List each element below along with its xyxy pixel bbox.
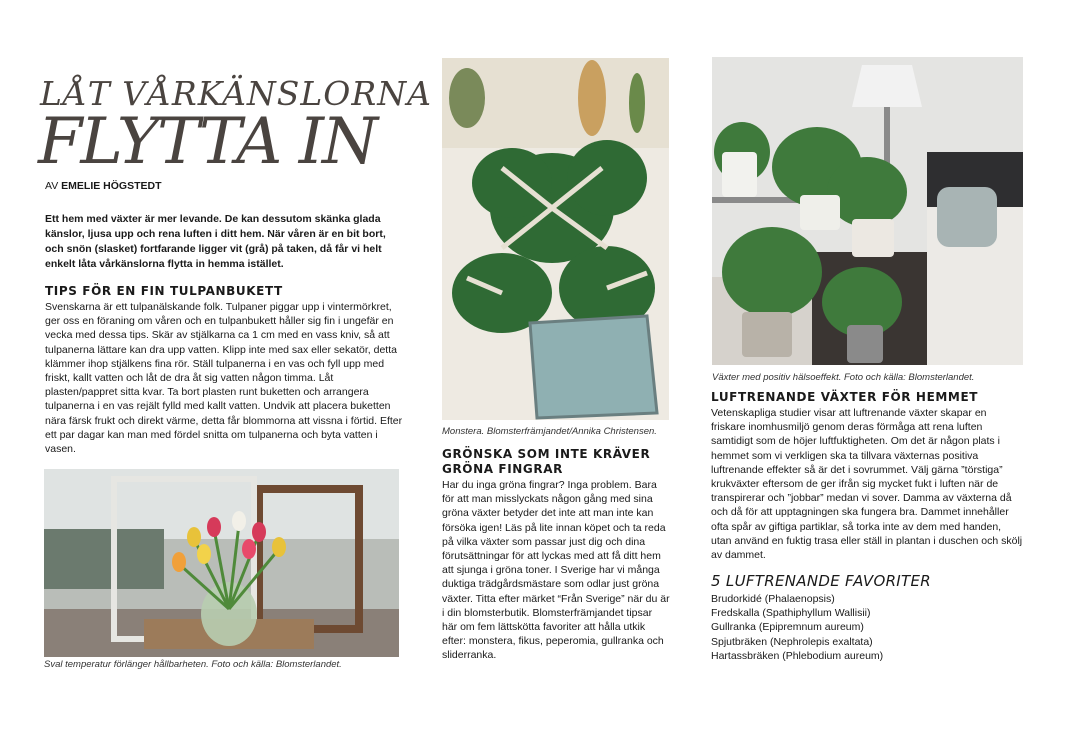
favorite-item: Gullranka (Epipremnum aureum)	[711, 621, 864, 634]
favorite-item: Hartassbräken (Phlebodium aureum)	[711, 649, 884, 662]
tulip-heading: TIPS FÖR EN FIN TULPANBUKETT	[45, 284, 283, 298]
favorites-section	[711, 572, 1023, 663]
monstera-body: Har du inga gröna fingrar? Inga problem. Bara för att man misslyckats någon gång med sina gröna växter betyder det inte att man inte kan försöka igen! Läs på lite innan köpet och ta reda på vilka växter som passar just dig och dina förutsättningar för att lyckas med att få ditt hem att sjunga i gröna toner. I Sverige har vi många duktiga trädgårdsmästare som odlar just gröna växter. Titta efter märket “Från Sverige” när du är i din blomsterbutik. Blomsterfrämjandet tipsar här om fem lättskötta favoriter att hålla utkik efter: monstera, fikus, peperomia, gullranka och sliderranka.	[442, 479, 670, 662]
air-plants-photo-image	[712, 57, 1023, 365]
monstera-section	[442, 447, 670, 663]
air-plants-photo	[712, 57, 1023, 365]
favorites-heading: 5 LUFTRENANDE FAVORITER	[711, 572, 931, 590]
favorite-item: Fredskalla (Spathiphyllum Wallisii)	[711, 607, 871, 620]
lead-paragraph: Ett hem med växter är mer levande. De kan dessutom skänka glada känslor, ljusa upp och rena luften i ditt hem. När våren är en bit bort, och snön (slasket) fortfarande ligger vit (grå) på taken, då får vi helt enkelt låta vårkänslorna flytta in hemma istället.	[45, 213, 386, 270]
air-plants-photo-caption: Växter med positiv hälsoeffekt. Foto och källa: Blomsterlandet.	[712, 372, 975, 383]
byline	[45, 180, 162, 192]
tulip-photo	[44, 469, 399, 657]
title-line-2: FLYTTA IN	[38, 105, 376, 179]
air-heading: LUFTRENANDE VÄXTER FÖR HEMMET	[711, 390, 979, 404]
favorites-list	[711, 592, 1023, 663]
favorite-item: Brudorkidé (Phalaenopsis)	[711, 593, 835, 605]
monstera-heading: GRÖNSKA SOM INTE KRÄVER GRÖNA FINGRAR	[442, 447, 651, 476]
air-section	[711, 390, 1023, 562]
tulip-photo-image	[44, 469, 399, 657]
monstera-photo-caption: Monstera. Blomsterfrämjandet/Annika Christensen.	[442, 426, 657, 437]
favorite-item: Spjutbräken (Nephrolepis exaltata)	[711, 635, 873, 648]
byline-author: EMELIE HÖGSTEDT	[61, 180, 162, 192]
title-line-1: LÅT VÅRKÄNSLORNA	[40, 74, 432, 113]
tulip-body: Svenskarna är ett tulpanälskande folk. Tulpaner piggar upp i vintermörkret, ger oss en föraning om våren och en tulpanbukett håller sig fin i ungefär en vecka med dessa tips. Skär av stjälkarna ca 1 cm med en vass kniv, så att tulpanerna lättare kan dra upp vatten. Klipp inte med sax eller sekatör, detta klämmer ihop stjälkens fina rör. Ställ tulpanerna i en vas och fyll upp med friskt, kallt vatten och låt de dra åt sig vatten någon timma. Låt plasten/pappret sitta kvar. Ta bort plasten runt buketten och arrangera tulpanerna i en vas rejält fylld med kallt vatten. Undvik att placera buketten nära färsk frukt och direkt värme, detta får blommorna att vissna i förtid. Efter ett par dagar kan man med fördel snitta om tulpanerna och byta vatten i vasen.	[45, 301, 403, 456]
monstera-photo	[442, 58, 669, 420]
byline-prefix: AV	[45, 180, 62, 192]
air-body: Vetenskapliga studier visar att luftrenande växter skapar en friskare inomhusmiljö genom deras förmåga att rena luften samtidigt som de höjer luftfuktigheten. Om det är någon plats i hemmet som vi verkligen ska ta tillvara växternas positiva luftrenande effekter så är det i sovrummet. Välj gärna ”törstiga” krukväxter eftersom de ger ifrån sig mycket fukt i luften när de transpirerar och ”jobbar” medan vi sover. Damma av växterna då och då för att upptagningen ska fungera bra. Dammet innehåller ofta spår av giftiga partiklar, så torka inte av dem med handen, utan använd en fuktig trasa eller ställ in plantan i duschen och skölj av dammet.	[711, 407, 1023, 562]
monstera-photo-image	[442, 58, 669, 420]
tulip-section	[45, 284, 403, 456]
tulip-photo-caption: Sval temperatur förlänger hållbarheten. Foto och källa: Blomsterlandet.	[44, 659, 342, 670]
